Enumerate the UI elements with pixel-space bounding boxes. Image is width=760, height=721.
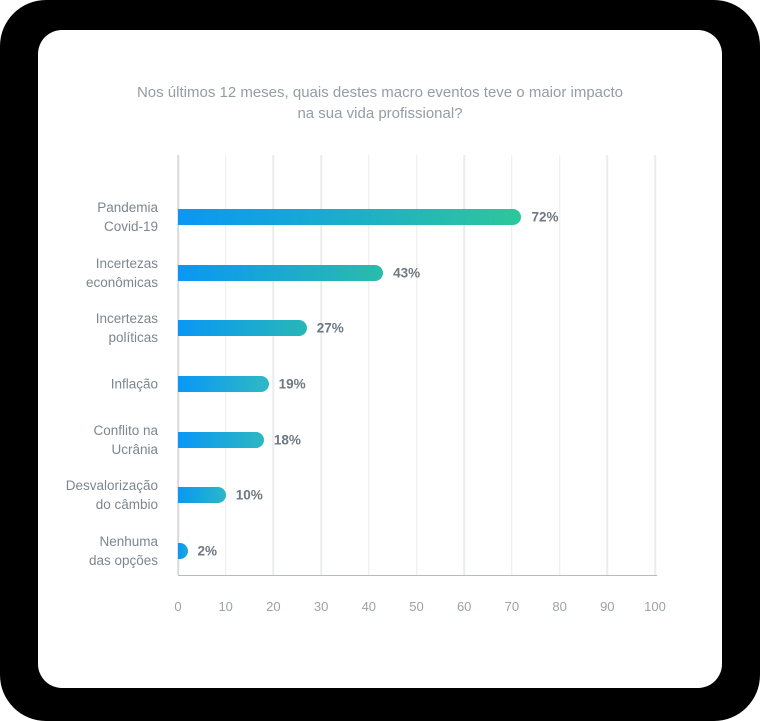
category-label — [28, 421, 158, 459]
category-label-line: econômicas — [85, 274, 158, 290]
category-label — [28, 309, 158, 347]
x-tick-label: 100 — [644, 599, 666, 614]
bar — [178, 432, 264, 448]
gridline — [607, 155, 609, 575]
chart-card — [38, 30, 722, 688]
category-label — [28, 198, 158, 236]
chart-title — [78, 82, 682, 124]
x-tick-label: 0 — [174, 599, 182, 614]
x-tick-label: 50 — [409, 599, 424, 614]
gridline — [654, 155, 656, 575]
category-label-line: das opções — [88, 552, 158, 568]
x-tick-label: 70 — [504, 599, 520, 614]
chart-title-line-1: Nos últimos 12 meses, quais destes macro eventos teve o maior impacto — [136, 84, 624, 101]
category-label — [28, 476, 158, 514]
category-label-line: Inflação — [110, 376, 158, 392]
x-tick-label: 20 — [266, 599, 281, 614]
category-label — [28, 254, 158, 292]
category-label-line: Desvalorização — [65, 478, 158, 494]
x-tick-label: 90 — [600, 599, 615, 614]
category-label-line: Pandemia — [97, 200, 158, 215]
x-tick-label: 30 — [313, 599, 329, 614]
category-label-line: Nenhuma — [99, 533, 158, 549]
category-label-line: Ucrânia — [111, 441, 158, 457]
bar — [178, 209, 521, 225]
category-label — [28, 532, 158, 570]
bar-value-label: 19% — [278, 376, 306, 392]
chart-title-line-2: na sua vida profissional? — [297, 105, 463, 122]
bar — [178, 265, 383, 281]
bar-value-label: 43% — [393, 265, 421, 281]
x-axis-tick-labels — [174, 599, 666, 616]
plot-area — [65, 155, 655, 575]
category-label — [28, 374, 158, 393]
bar — [178, 320, 307, 336]
category-label-line: Incertezas — [95, 311, 158, 327]
bar-value-label: 18% — [273, 432, 301, 448]
gridline — [559, 155, 561, 575]
bar — [178, 487, 226, 503]
category-label-line: políticas — [108, 330, 158, 346]
x-tick-label: 10 — [218, 599, 233, 614]
x-tick-label: 80 — [552, 599, 567, 614]
bar — [178, 376, 269, 392]
x-tick-label: 60 — [456, 599, 472, 614]
category-label-line: do câmbio — [95, 497, 158, 513]
bar-value-label: 27% — [316, 320, 344, 336]
bar-value-label: 2% — [197, 543, 218, 559]
x-tick-label: 40 — [361, 599, 377, 614]
bar-value-label: 72% — [531, 209, 559, 225]
x-axis-line — [178, 575, 657, 576]
category-label-line: Incertezas — [95, 255, 158, 271]
bar-value-label: 10% — [235, 487, 263, 503]
bar — [178, 543, 188, 559]
category-label-line: Conflito na — [93, 422, 158, 438]
category-label-line: Covid-19 — [103, 219, 158, 234]
